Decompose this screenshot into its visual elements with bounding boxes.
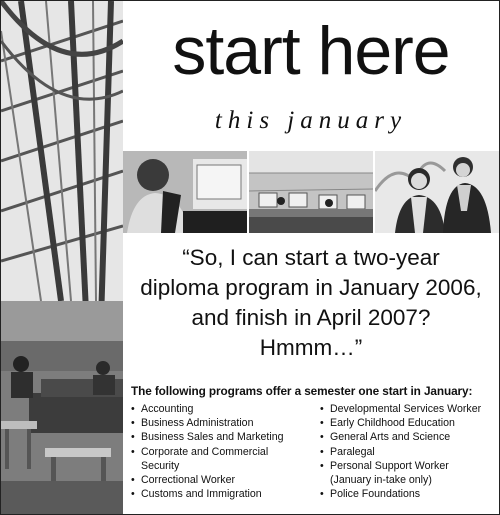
program-item: • General Arts and Science — [320, 430, 500, 444]
subheadline: this january — [214, 107, 408, 134]
program-item: • Business Administration — [131, 416, 316, 430]
program-item: • Paralegal — [320, 445, 500, 459]
quote-line: and finish in April 2007? — [191, 305, 431, 330]
quote-line: diploma program in January 2006, — [140, 275, 482, 300]
headline: start here — [172, 13, 450, 89]
program-item: • Corporate and Commercial Security — [131, 445, 316, 473]
student-computer-photo — [123, 151, 247, 233]
program-item: • Personal Support Worker (January in-take only) — [320, 459, 500, 487]
program-item: • Early Childhood Education — [320, 416, 500, 430]
program-list-left — [131, 402, 316, 501]
graduates-photo — [375, 151, 499, 233]
program-item: • Customs and Immigration — [131, 487, 316, 501]
quote-line: “So, I can start a two-year — [182, 245, 440, 270]
program-item: • Police Foundations — [320, 487, 500, 501]
program-item: • Developmental Services Worker — [320, 402, 500, 416]
quote-line: Hmmm…” — [259, 335, 363, 360]
photo-strip — [123, 151, 499, 233]
program-list-intro: The following programs offer a semester one start in January: — [131, 384, 473, 398]
program-list-right — [320, 402, 500, 501]
program-item: • Business Sales and Marketing — [131, 430, 316, 444]
atrium-photo — [1, 1, 123, 514]
atrium-illustration — [1, 1, 123, 514]
program-item: • Accounting — [131, 402, 316, 416]
quote — [123, 243, 499, 363]
program-list-section — [131, 384, 495, 512]
program-item: • Correctional Worker — [131, 473, 316, 487]
computer-lab-photo — [249, 151, 373, 233]
